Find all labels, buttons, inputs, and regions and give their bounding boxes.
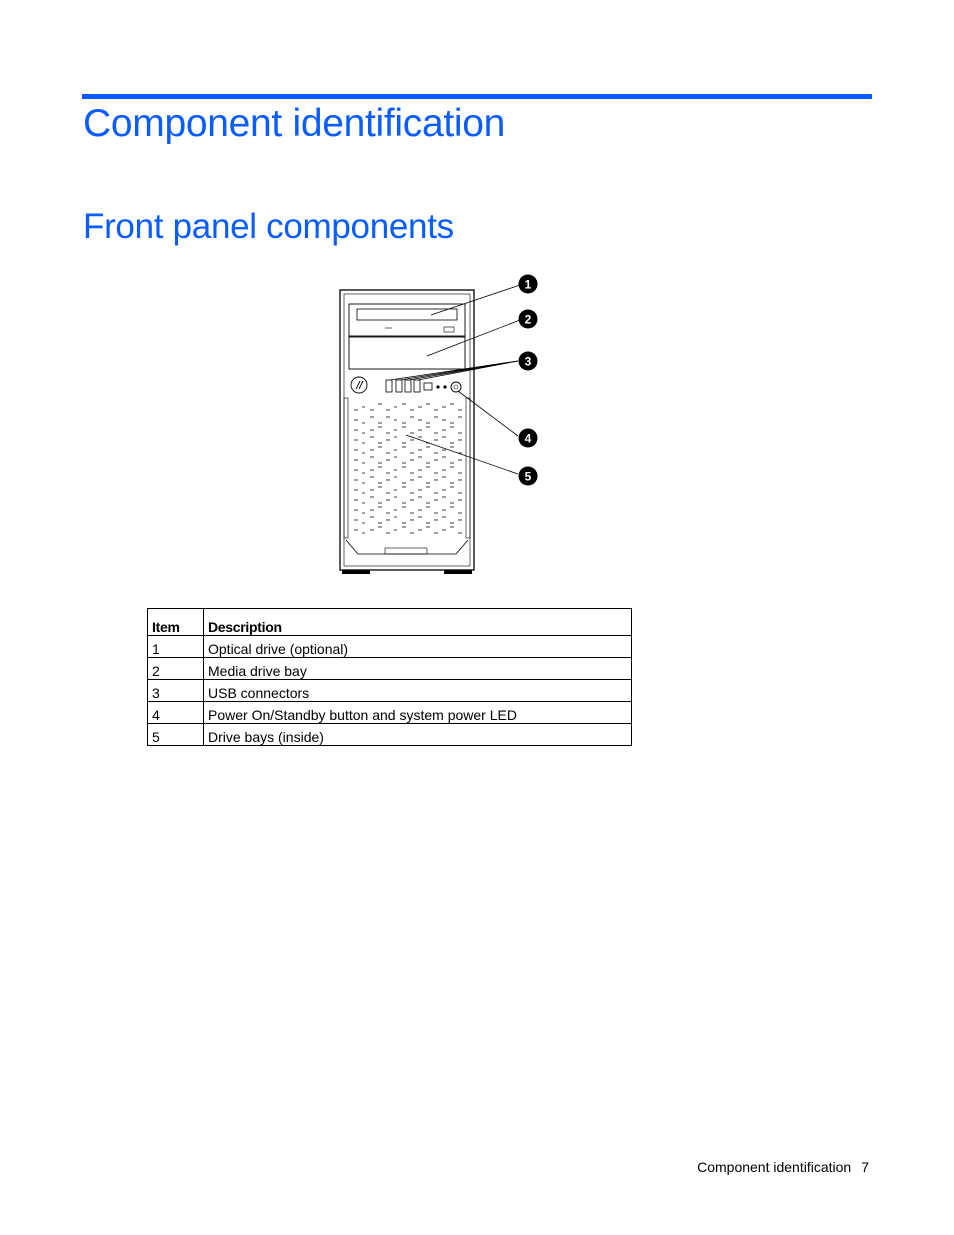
svg-text:2: 2 [524, 312, 532, 327]
item-description: USB connectors [204, 680, 632, 702]
svg-text:1: 1 [524, 277, 532, 292]
chapter-rule [82, 94, 872, 99]
hp-logo-mark [356, 381, 363, 389]
chassis-foot-left [342, 570, 370, 574]
chassis-foot-right [444, 570, 472, 574]
optical-drive-tray [357, 309, 457, 320]
section-title: Front panel components [83, 207, 454, 246]
callout-3 [519, 352, 538, 371]
item-number: 2 [148, 658, 204, 680]
item-number: 5 [148, 724, 204, 746]
table-row [148, 702, 632, 724]
usb-connectors [386, 380, 432, 392]
page-footer [697, 1159, 869, 1175]
right-side-vent [466, 398, 470, 538]
power-button-icon [451, 382, 461, 392]
item-description: Media drive bay [204, 658, 632, 680]
footer-label: Component identification [697, 1159, 852, 1175]
callout-2 [519, 310, 538, 329]
media-drive-bay [349, 337, 465, 369]
table-row [148, 724, 632, 746]
column-header-item: Item [148, 609, 204, 636]
item-number: 3 [148, 680, 204, 702]
svg-text:4: 4 [524, 431, 532, 446]
callout-4 [519, 429, 538, 448]
bezel-label-slot [385, 548, 427, 554]
table-header-row [148, 609, 632, 636]
indicator-led [436, 385, 439, 388]
item-description: Power On/Standby button and system power LED [204, 702, 632, 724]
table-row [148, 680, 632, 702]
callout-1 [519, 275, 538, 294]
server-front-panel-figure [330, 270, 550, 580]
front-bezel-vents [354, 404, 462, 533]
item-number: 4 [148, 702, 204, 724]
left-side-vent [344, 398, 348, 538]
table-row [148, 658, 632, 680]
item-number: 1 [148, 636, 204, 658]
bezel-bottom-edge [346, 540, 468, 554]
component-table [147, 608, 632, 746]
svg-text:3: 3 [524, 354, 532, 369]
page-number: 7 [861, 1159, 869, 1175]
item-description: Optical drive (optional) [204, 636, 632, 658]
chapter-title: Component identification [83, 102, 506, 145]
chassis-inner [344, 294, 470, 566]
svg-text:5: 5 [524, 469, 532, 484]
indicator-led [443, 385, 446, 388]
table-row [148, 636, 632, 658]
callout-leaders [390, 285, 520, 474]
item-description: Drive bays (inside) [204, 724, 632, 746]
column-header-description: Description [204, 609, 632, 636]
optical-drive-button [444, 327, 454, 332]
callout-5 [519, 467, 538, 486]
hp-logo-icon [351, 377, 367, 393]
